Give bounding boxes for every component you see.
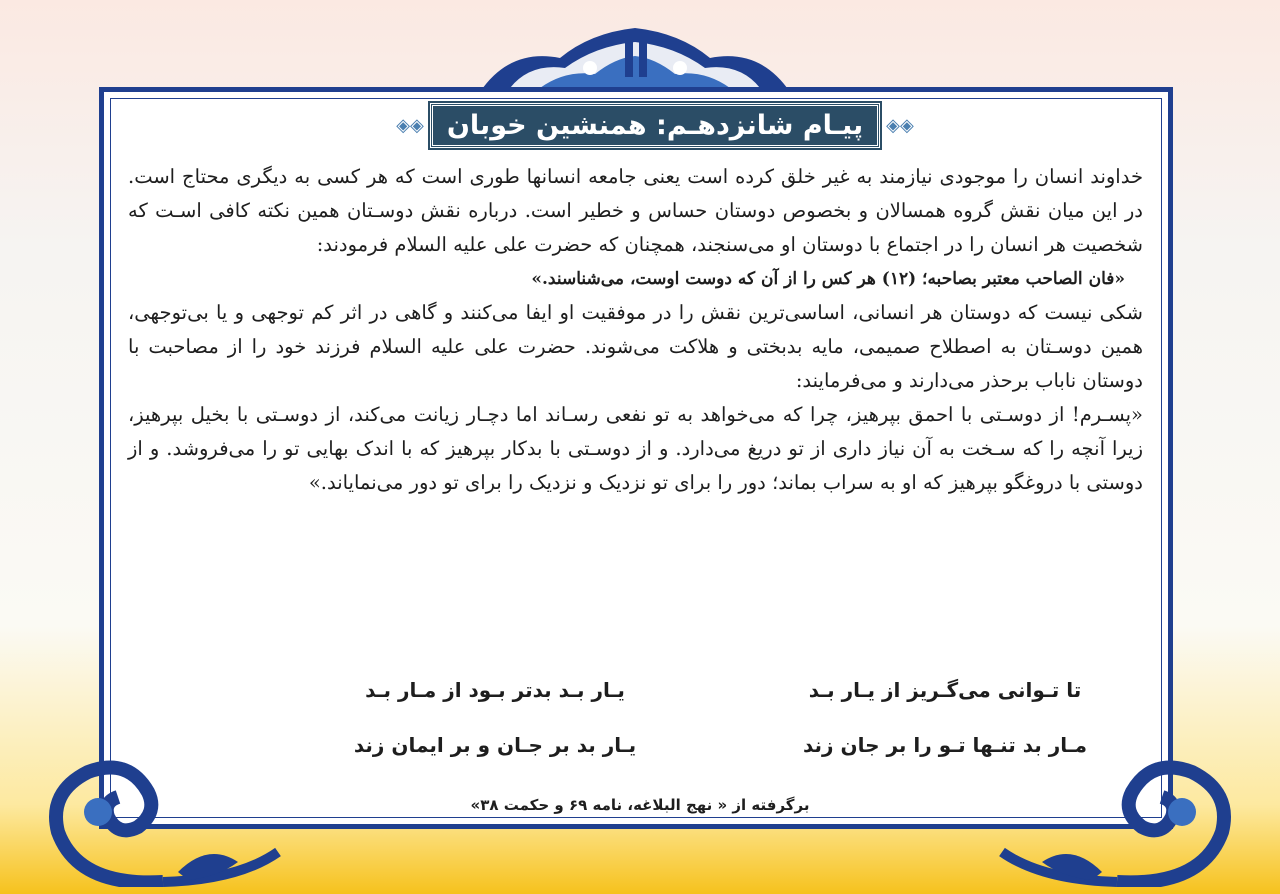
paragraph-1: خداوند انسان را موجودی نیازمند به غیر خلق کرده است یعنی جامعه انسانها طوری است که هر کسی به دیگری محتاج است. در این میان نقش گروه همسالان و بخصوص دوستان حساس و خطیر است. درباره نقش دوسـتان همین نکته کافی اسـت که شخصیت هر انسان را در اجتماع با دوستان او می‌سنجند، همچنان که حضرت علی علیه السلام فرمودند: xyxy=(128,165,1143,256)
bottom-left-scroll-ornament-icon xyxy=(38,752,288,887)
poem-verse: تا تـوانی می‌گـریز از یـار بـد xyxy=(808,677,1082,702)
poem xyxy=(330,662,1110,762)
main-text xyxy=(128,160,1143,500)
title-left-deco-icon: ◈◈ xyxy=(396,114,424,136)
bottom-right-scroll-ornament-icon xyxy=(992,752,1242,887)
poem-verse: مـار بد تنـها تـو را بر جان زند xyxy=(802,732,1088,757)
paragraph-3: «پسـرم! از دوسـتی با احمق بپرهیز، چرا که می‌خواهد به تو نفعی رسـاند اما دچـار زیانت می‌کند، از دوسـتی با بخیل بپرهیز، زیرا آنچه را که سـخت به آن نیاز داری از تو دریغ می‌دارد. و از دوسـتی با بدکار بپرهیز که با اندک بهایی تو را می‌فروشد. و از دوستی با دروغگو بپرهیز که او به سراب بماند؛ دور را برای تو نزدیک و نزدیک را برای تو دور می‌نمایاند.» xyxy=(128,403,1143,494)
poem-verse: یـار بد بر جـان و بر ایمان زند xyxy=(353,732,637,757)
top-floral-ornament-icon xyxy=(470,28,800,92)
title-banner xyxy=(395,96,915,154)
poem-verse: یـار بـد بدتر بـود از مـار بـد xyxy=(365,677,625,702)
page-title: پیـام شانزدهـم: همنشین خوبان xyxy=(430,103,880,148)
hadith-quote: «فان الصاحب معتبر بصاحبه؛ (۱۲) هر کس را از آن که دوست اوست، می‌شناسند.» xyxy=(531,269,1125,289)
paragraph-2: شکی نیست که دوستان هر انسانی، اساسی‌ترین نقش را در موفقیت او ایفا می‌کنند و گاهی در اثر کم توجهی و یا بی‌توجهی، همین دوسـتان به اصطلاح صمیمی، مایه بدبختی و هلاکت می‌شوند. حضرت علی علیه السلام فرزند خود را از مصاحبت با دوستان ناباب برحذر می‌دارند و می‌فرمایند: xyxy=(128,301,1143,392)
title-right-deco-icon: ◈◈ xyxy=(886,114,914,136)
poem-row xyxy=(330,662,1110,717)
source-citation: برگرفته از « نهج البلاغه، نامه ۶۹ و حکمت ۳۸» xyxy=(470,796,810,814)
